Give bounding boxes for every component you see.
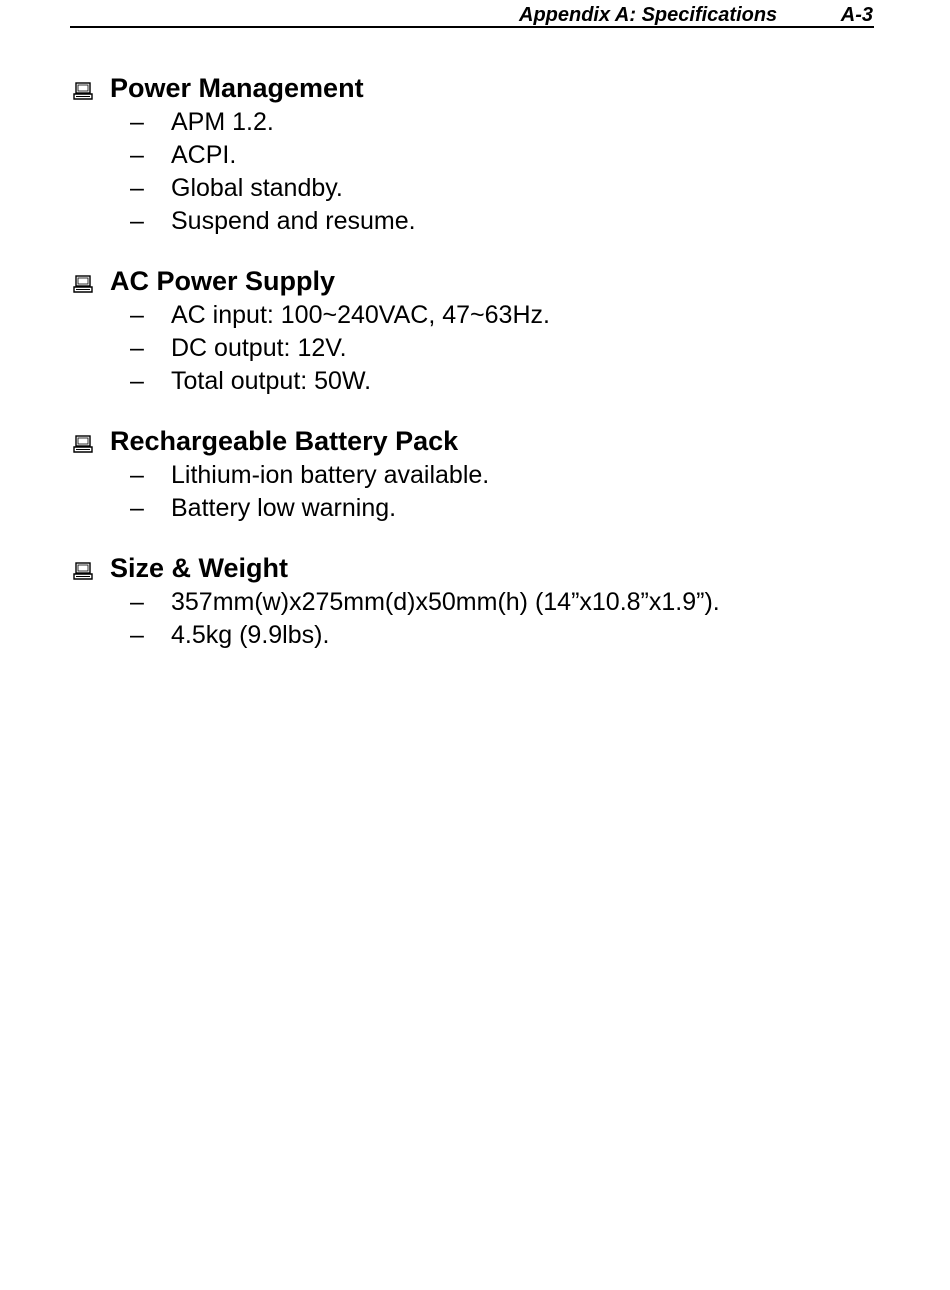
dash-bullet: – [130, 621, 144, 649]
dash-bullet: – [130, 301, 144, 329]
dash-bullet: – [130, 174, 144, 202]
header-title: Appendix A: Specifications [519, 4, 778, 26]
section-heading [70, 263, 890, 299]
spec-sections [70, 70, 890, 677]
spec-item [70, 365, 890, 398]
spec-item [70, 619, 890, 652]
spec-item [70, 492, 890, 525]
spec-section [70, 423, 890, 525]
spec-section [70, 550, 890, 652]
spec-item-text: Global standby. [171, 174, 343, 202]
spec-item [70, 106, 890, 139]
dash-bullet: – [130, 588, 144, 616]
spec-item-text: DC output: 12V. [171, 334, 347, 362]
spec-item-text: Lithium-ion battery available. [171, 461, 490, 489]
spec-item [70, 586, 890, 619]
dash-bullet: – [130, 494, 144, 522]
dash-bullet: – [130, 141, 144, 169]
section-title: Size & Weight [110, 553, 289, 583]
spec-list [70, 459, 890, 525]
dash-bullet: – [130, 207, 144, 235]
spec-list [70, 106, 890, 238]
spec-item-text: Total output: 50W. [171, 367, 372, 395]
spec-item [70, 459, 890, 492]
spec-section [70, 263, 890, 398]
laptop-icon [73, 431, 93, 449]
section-title: Rechargeable Battery Pack [110, 426, 459, 456]
section-heading [70, 70, 890, 106]
spec-item-text: 357mm(w)x275mm(d)x50mm(h) (14”x10.8”x1.9”). [171, 588, 720, 616]
page-number: A-3 [840, 4, 873, 26]
spec-item-text: Suspend and resume. [171, 207, 416, 235]
spec-item-text: APM 1.2. [171, 108, 274, 136]
laptop-icon [73, 558, 93, 576]
spec-item-text: ACPI. [171, 141, 237, 169]
dash-bullet: – [130, 334, 144, 362]
section-title: AC Power Supply [110, 266, 336, 296]
spec-item [70, 139, 890, 172]
dash-bullet: – [130, 367, 144, 395]
page-header [70, 0, 874, 28]
laptop-icon [73, 271, 93, 289]
spec-item [70, 172, 890, 205]
section-heading [70, 423, 890, 459]
dash-bullet: – [130, 461, 144, 489]
spec-item-text: 4.5kg (9.9lbs). [171, 621, 330, 649]
spec-item [70, 299, 890, 332]
dash-bullet: – [130, 108, 144, 136]
spec-list [70, 586, 890, 652]
spec-item-text: AC input: 100~240VAC, 47~63Hz. [171, 301, 550, 329]
spec-item [70, 205, 890, 238]
spec-item [70, 332, 890, 365]
section-heading [70, 550, 890, 586]
spec-item-text: Battery low warning. [171, 494, 397, 522]
spec-section [70, 70, 890, 238]
section-title: Power Management [110, 73, 364, 103]
laptop-icon [73, 78, 93, 96]
spec-list [70, 299, 890, 398]
